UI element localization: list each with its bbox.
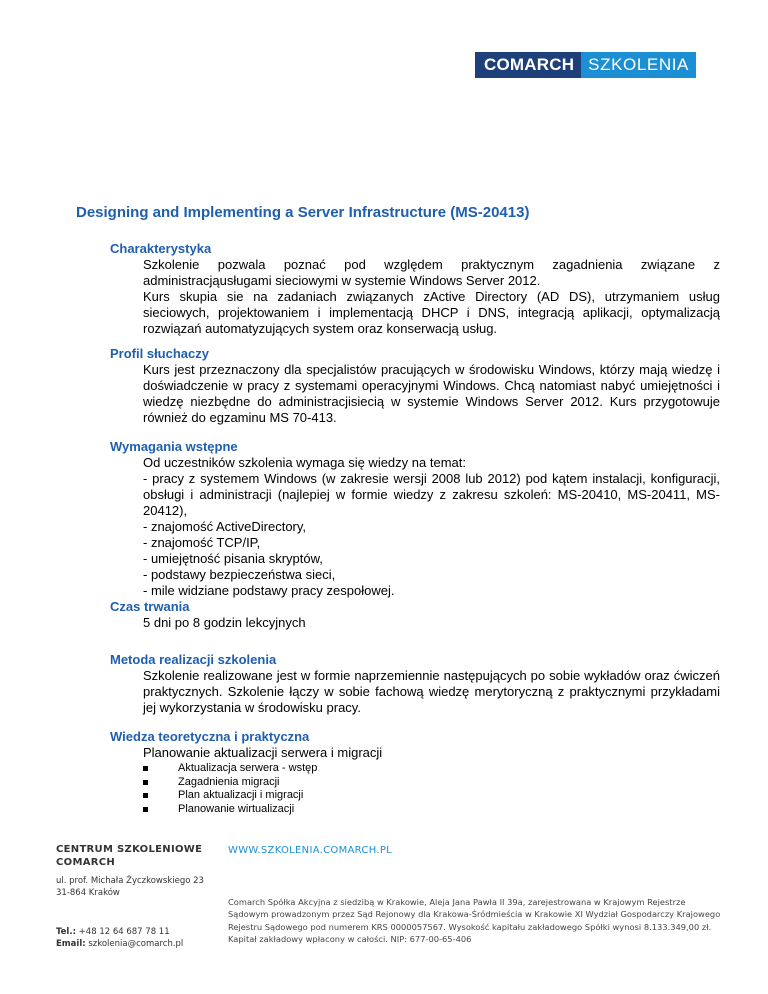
module-title: Planowanie aktualizacji serwera i migracji xyxy=(143,745,383,760)
requirement-line: - znajomość ActiveDirectory, xyxy=(143,519,307,534)
section-heading: Wymagania wstępne xyxy=(110,439,238,454)
footer-company-name xyxy=(56,843,231,869)
website-link[interactable]: WWW.SZKOLENIA.COMARCH.PL xyxy=(228,845,393,856)
requirement-line: Od uczestników szkolenia wymaga się wiedzy na temat: xyxy=(143,455,466,470)
address-line: 31-864 Kraków xyxy=(56,888,120,898)
phone-number[interactable]: +48 12 64 687 78 11 xyxy=(75,927,170,937)
email-label: Email: xyxy=(56,939,86,949)
requirement-line: - podstawy bezpieczeństwa sieci, xyxy=(143,567,336,582)
footer-address xyxy=(56,875,231,899)
email xyxy=(56,938,231,950)
paragraph: Szkolenie pozwala poznać pod względem praktycznym zagadnienia związane z administracjąusługami sieciowymi w systemie Windows Server 2012. xyxy=(143,257,720,288)
section-heading: Czas trwania xyxy=(110,599,190,614)
logo-szkolenia: SZKOLENIA xyxy=(581,52,696,78)
section-heading: Charakterystyka xyxy=(110,241,212,256)
phone-label: Tel.: xyxy=(56,927,76,937)
section-wymagania xyxy=(110,438,720,599)
requirement-line: - pracy z systemem Windows (w zakresie wersji 2008 lub 2012) pod kątem instalacji, konfiguracji, obsługi i administracji (najlepiej w formie wiedzy z zakresu szkoleń: MS-20410, MS-20411, MS-20412), xyxy=(143,471,720,518)
paragraph: Szkolenie realizowane jest w formie naprzemiennie następujących po sobie wykładów oraz ćwiczeń praktycznych. Szkolenie łączy w sobie fachową wiedzę merytoryczną z praktycznymi przykładami jej wykorzystania w środowisku pracy. xyxy=(143,668,720,715)
course-title: Designing and Implementing a Server Infrastructure (MS-20413) xyxy=(76,204,530,221)
section-heading: Wiedza teoretyczna i praktyczna xyxy=(110,729,310,744)
footer-name-line: CENTRUM SZKOLENIOWE xyxy=(56,844,203,855)
section-heading: Metoda realizacji szkolenia xyxy=(110,652,277,667)
section-charakterystyka xyxy=(110,240,720,337)
paragraph: Kurs jest przeznaczony dla specjalistów pracujących w środowisku Windows, którzy mają wiedzę i doświadczenie w pracy z systemami operacyjnymi Windows. Chcą natomiast nabyć umiejętności i wiedzę niezbędne do administracjisiecią w systemie Windows Server 2012. Kurs przygotowuje również do egzaminu MS 70-413. xyxy=(143,362,720,425)
module-topics xyxy=(143,762,720,816)
comarch-szkolenia-logo xyxy=(475,52,696,78)
legal-notice: Comarch Spółka Akcyjna z siedzibą w Krakowie, Aleja Jana Pawła II 39a, zarejestrowana w Krajowym Rejestrze Sądowym prowadzonym przez Sąd Rejonowy dla Krakowa-Śródmieścia w Krakowie XI Wydział Gospodarczy Krajowego Rejestru Sądowego pod numerem KRS 0000057567. Wysokość kapitału zakładowego Spółki wynosi 8.133.349,00 zł. Kapitał zakładowy wpłacony w całości. NIP: 677-00-65-406 xyxy=(228,897,721,944)
list-item: Plan aktualizacji i migracji xyxy=(143,789,720,803)
paragraph: 5 dni po 8 godzin lekcyjnych xyxy=(143,615,306,630)
address-line: ul. prof. Michała Życzkowskiego 23 xyxy=(56,876,204,886)
section-heading: Profil słuchaczy xyxy=(110,346,209,361)
section-czas xyxy=(110,598,720,631)
list-item: Planowanie wirtualizacji xyxy=(143,803,720,817)
requirement-line: - znajomość TCP/IP, xyxy=(143,535,261,550)
section-profil xyxy=(110,345,720,426)
requirement-line: - mile widziane podstawy pracy zespołowej. xyxy=(143,583,395,598)
requirement-line: - umiejętność pisania skryptów, xyxy=(143,551,323,566)
email-link[interactable]: szkolenia@comarch.pl xyxy=(85,939,184,949)
list-item: Aktualizacja serwera - wstęp xyxy=(143,762,720,776)
phone xyxy=(56,926,231,938)
footer-name-line: COMARCH xyxy=(56,857,116,868)
section-wiedza xyxy=(110,728,720,816)
paragraph: Kurs skupia sie na zadaniach związanych zActive Directory (AD DS), utrzymaniem usług sieciowych, projektowaniem i implementacją DHCP i DNS, integracją aplikacji, optymalizacją rozwiązań automatyzujących system oraz konserwacją usług. xyxy=(143,289,720,336)
section-metoda xyxy=(110,651,720,716)
list-item: Zagadnienia migracji xyxy=(143,776,720,790)
logo-comarch: COMARCH xyxy=(475,52,581,78)
footer-contact xyxy=(56,926,231,950)
